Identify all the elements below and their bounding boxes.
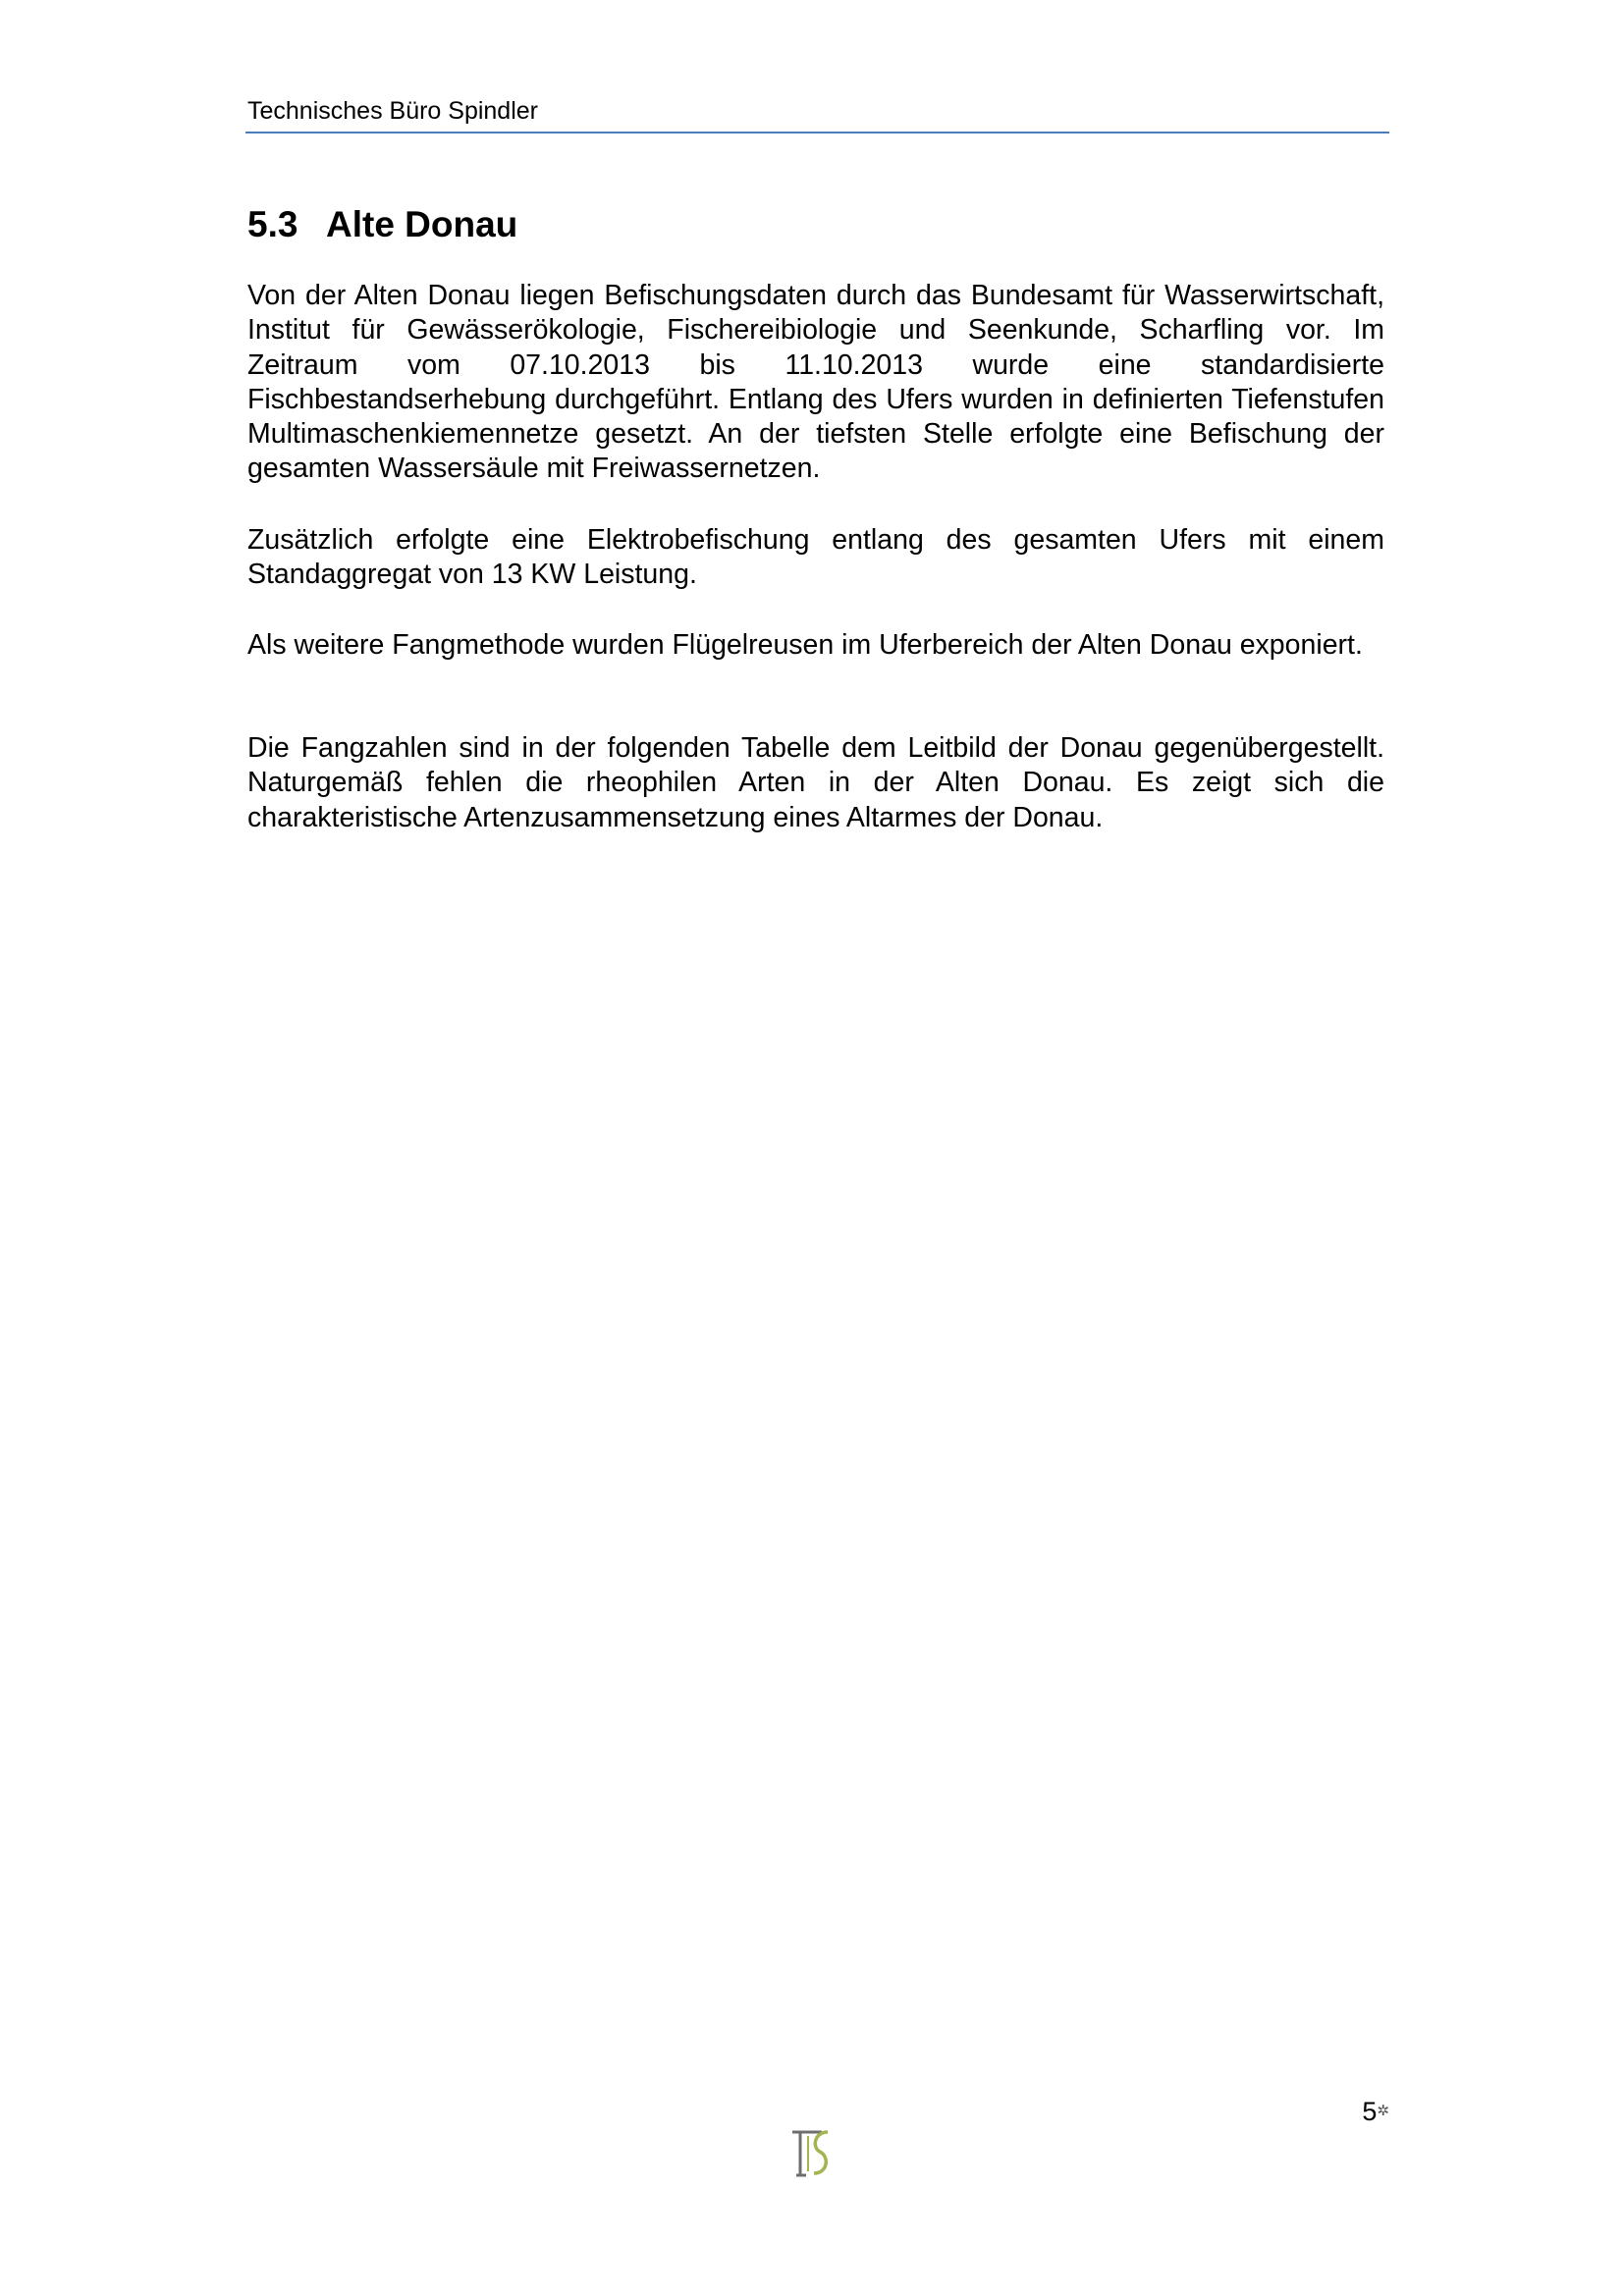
logo-letter-s	[814, 2132, 828, 2173]
ts-logo-icon	[788, 2122, 839, 2179]
paragraph-fyke-nets: Als weitere Fangmethode wurden Flügelreusen im Uferbereich der Alten Donau exponiert.	[247, 629, 1363, 661]
section-number: 5.3	[247, 204, 298, 244]
section-heading	[247, 203, 517, 246]
paragraph-catch-numbers: Die Fangzahlen sind in der folgenden Tabelle dem Leitbild der Donau gegenübergestellt. Naturgemäß fehlen die rheophilen Arten in der Alten Donau. Es zeigt sich die charakteristische Artenzusammensetzung eines Altarmes der Donau.	[247, 732, 1384, 833]
paragraph-fishing-data: Von der Alten Donau liegen Befischungsdaten durch das Bundesamt für Wasserwirtschaft, Institut für Gewässerökologie, Fischereibiologie und Seenkunde, Scharfling vor. Im Zeitraum vom 07.10.2013 bis 11.10.2013 wurde eine standardisierte Fischbestandserhebung durchgeführt. Entlang des Ufers wurden in definierten Tiefenstufen Multimaschenkiemennetze gesetzt. An der tiefsten Stelle erfolgte eine Befischung der gesamten Wassersäule mit Freiwassernetzen.	[247, 280, 1384, 485]
page-header	[245, 96, 1389, 133]
paragraph-electrofishing: Zusätzlich erfolgte eine Elektrobefischung entlang des gesamten Ufers mit einem Standaggregat von 13 KW Leistung.	[247, 524, 1384, 591]
page-number-mark-icon: ✲	[1377, 2103, 1389, 2119]
company-name: Technisches Büro Spindler	[247, 97, 538, 125]
section-title: Alte Donau	[326, 204, 518, 244]
page-number: 5✲	[1362, 2097, 1389, 2126]
